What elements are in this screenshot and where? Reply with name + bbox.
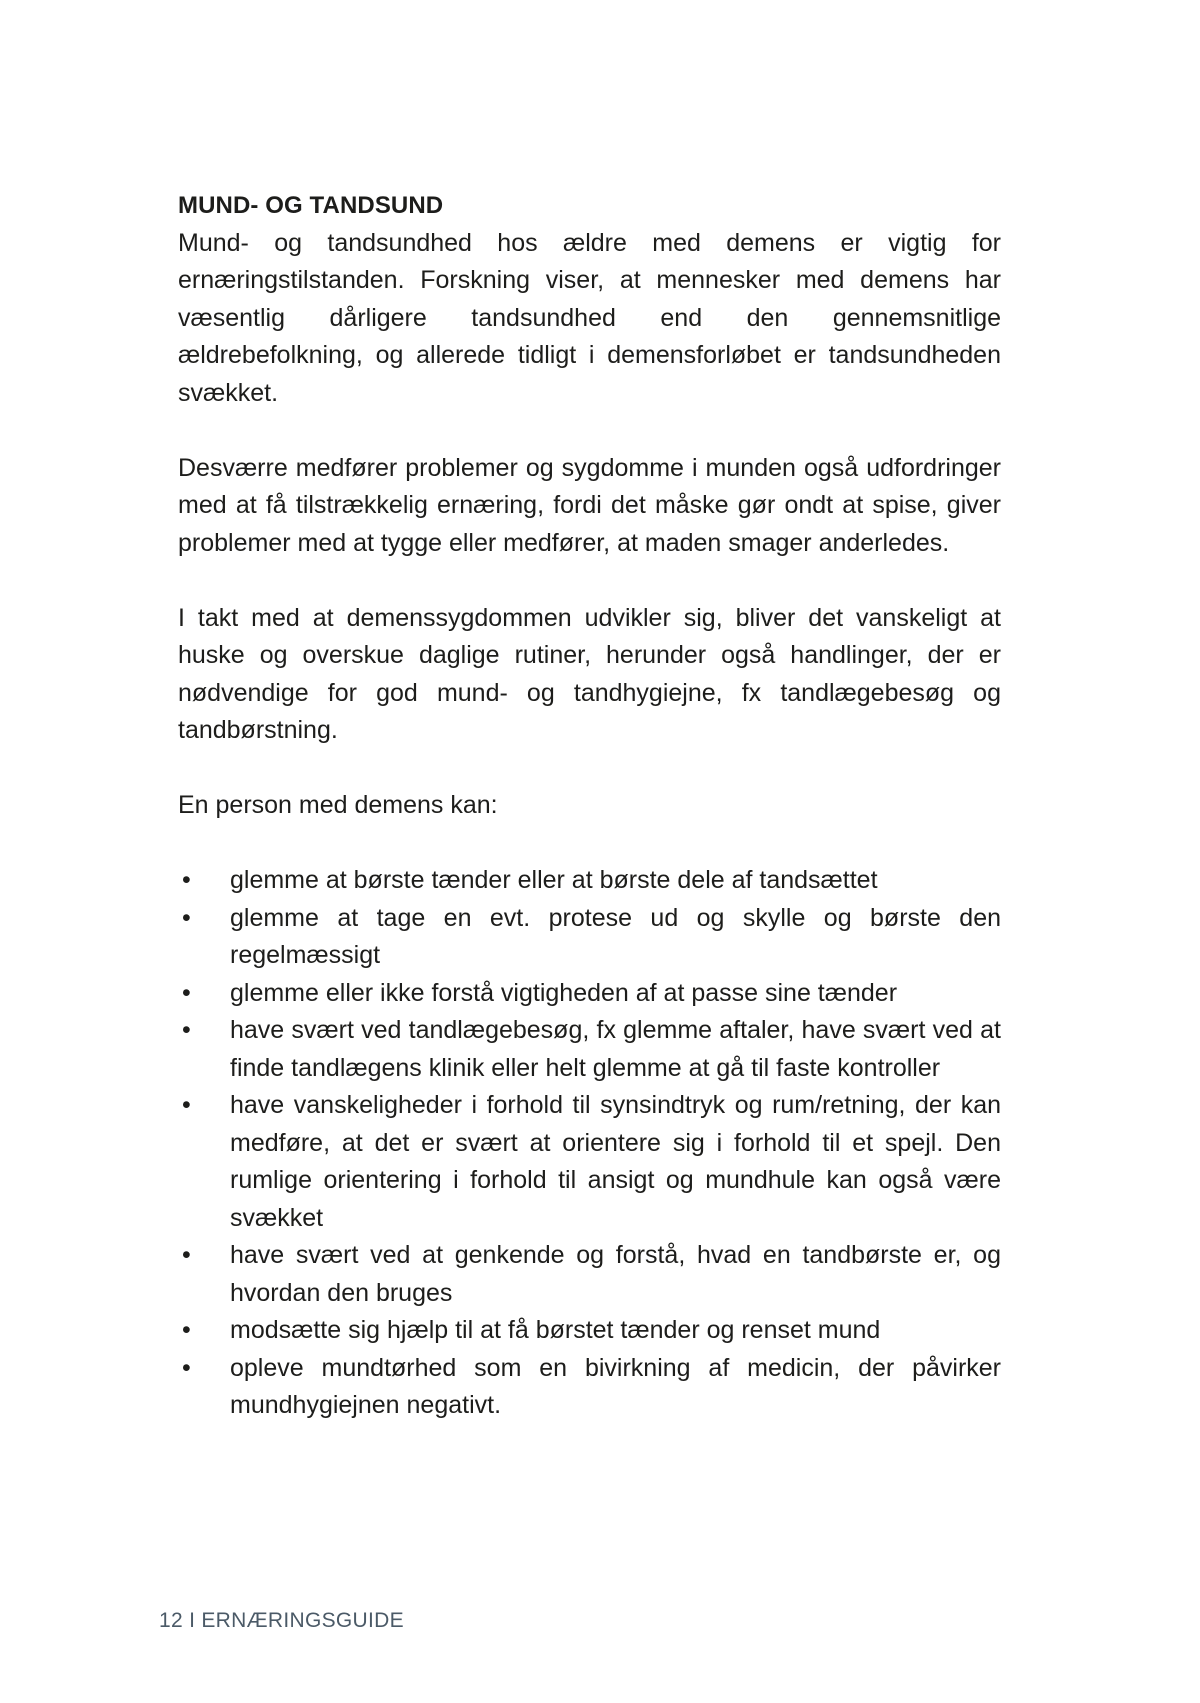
list-item-text: glemme eller ikke forstå vigtigheden af at passe sine tænder [230, 978, 898, 1007]
bullet-icon: • [182, 1091, 191, 1119]
bullet-icon: • [182, 1016, 191, 1044]
list-item [178, 900, 1001, 975]
list-item [178, 1087, 1001, 1237]
list-item [178, 862, 1001, 900]
list-item [178, 1350, 1001, 1425]
bullet-list [178, 862, 1001, 1425]
list-item-text: have vanskeligheder i forhold til synsindtryk og rum/retning, der kan medføre, at det er svært at orientere sig i forhold til et spejl. Den rumlige orientering i forhold til ansigt og mundhule kan også være svækket [230, 1091, 1001, 1232]
bullet-icon: • [182, 1316, 191, 1344]
main-content [178, 187, 1001, 1425]
bullet-icon: • [182, 978, 191, 1007]
bullet-icon: • [182, 1353, 191, 1382]
paragraph-intro: Mund- og tandsundhed hos ældre med demens er vigtig for ernæringstilstanden. Forskning viser, at mennesker med demens har væsentlig dårligere tandsundhed end den gennemsnitlige ældrebefolkning, og allerede tidligt i demensforløbet er tandsundheden svækket. [178, 228, 1001, 407]
list-item-text: have svært ved tandlægebesøg, fx glemme aftaler, have svært ved at finde tandlægens klinik eller helt glemme at gå til faste kontroller [230, 1016, 1001, 1082]
list-item-text: glemme at børste tænder eller at børste dele af tandsættet [230, 866, 878, 894]
list-item [178, 975, 1001, 1013]
bullet-icon: • [182, 866, 191, 894]
paragraph-list-intro: En person med demens kan: [178, 791, 498, 819]
paragraph-routines: I takt med at demenssygdommen udvikler sig, bliver det vanskeligt at huske og overskue daglige rutiner, herunder også handlinger, der er nødvendige for god mund- og tandhygiejne, fx tandlægebesøg og tandbørstning. [178, 603, 1001, 744]
list-item [178, 1237, 1001, 1312]
list-item-text: glemme at tage en evt. protese ud og skylle og børste den regelmæssigt [230, 903, 1001, 969]
section-heading: MUND- OG TANDSUND [178, 192, 444, 219]
list-item [178, 1012, 1001, 1087]
list-item-text: modsætte sig hjælp til at få børstet tænder og renset mund [230, 1316, 881, 1344]
bullet-icon: • [182, 1241, 191, 1269]
bullet-icon: • [182, 903, 191, 932]
list-item [178, 1312, 1001, 1350]
page-footer: 12 I ERNÆRINGSGUIDE [159, 1609, 404, 1632]
list-item-text: opleve mundtørhed som en bivirkning af medicin, der påvirker mundhygiejnen negativt. [230, 1353, 1001, 1419]
paragraph-problems: Desværre medfører problemer og sygdomme i munden også udfordringer med at få tilstrækkelig ernæring, fordi det måske gør ondt at spise, giver problemer med at tygge eller medfører, at maden smager anderledes. [178, 453, 1001, 557]
list-item-text: have svært ved at genkende og forstå, hvad en tandbørste er, og hvordan den bruges [230, 1241, 1001, 1307]
